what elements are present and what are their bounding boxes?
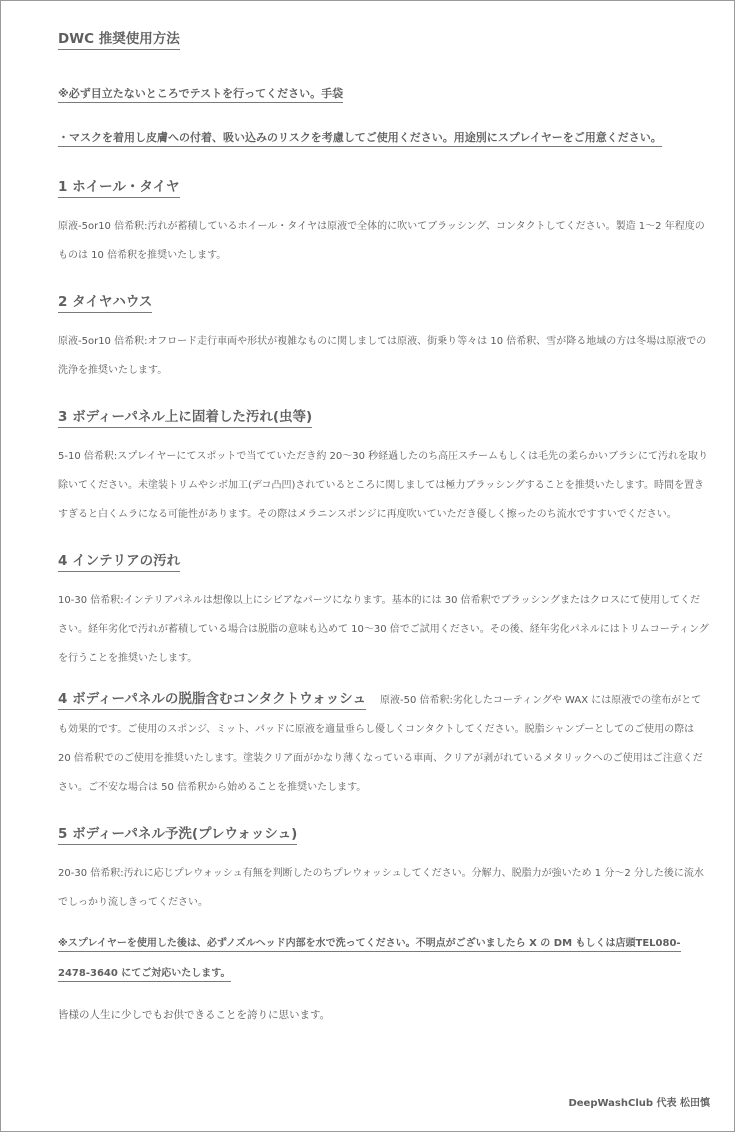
section-heading-wheel-tire: 1 ホイール・タイヤ bbox=[58, 175, 710, 195]
section-body-interior: 10-30 倍希釈:インテリアパネルは想像以上にシビアなパーツになります。基本的には 30 倍希釈でブラッシングまたはクロスにて使用してください。経年劣化で汚れが蓄積している場合は脱脂の意味も込めて 10～30 倍でご試用ください。その後、経年劣化パネルにはトリムコーティングを行うことを推奨いたします。 bbox=[58, 595, 709, 664]
nozzle-warning: ※スプレイヤーを使用した後は、必ずノズルヘッド内部を水で洗ってください。不明点がございましたら X の DM もしくは店頭TEL080-2478-3640 にてご対応いたします。 bbox=[58, 929, 710, 989]
section-heading-body-panel-stains: 3 ボディーパネル上に固着した汚れ(虫等) bbox=[58, 405, 710, 425]
section-body-tire-house: 原液-5or10 倍希釈:オフロード走行車両や形状が複雑なものに関しましては原液、街乗り等々は 10 倍希釈、雪が降る地域の方は冬場は原液での洗浄を推奨いたします。 bbox=[58, 336, 707, 376]
section-heading-prewash: 5 ボディーパネル予洗(プレウォッシュ) bbox=[58, 822, 710, 842]
document-title: DWC 推奨使用方法 bbox=[58, 27, 710, 47]
section-contact-wash bbox=[58, 685, 710, 802]
safety-notice-1: ※必ず目立たないところでテストを行ってください。手袋 bbox=[58, 85, 710, 101]
signature: DeepWashClub 代表 松田慎 bbox=[568, 1098, 710, 1109]
section-body-prewash: 20-30 倍希釈:汚れに応じプレウォッシュ有無を判断したのちプレウォッシュしてください。分解力、脱脂力が強いため 1 分～2 分した後に流水でしっかり流しきってください。 bbox=[58, 868, 704, 908]
section-heading-interior: 4 インテリアの汚れ bbox=[58, 549, 710, 569]
section-heading-contact-wash: 4 ボディーパネルの脱脂含むコンタクトウォッシュ bbox=[58, 691, 366, 710]
safety-notice-2: ・マスクを着用し皮膚への付着、吸い込みのリスクを考慮してご使用ください。用途別にスプレイヤーをご用意ください。 bbox=[58, 129, 710, 145]
closing-message: 皆様の人生に少しでもお供できることを誇りに思います。 bbox=[58, 1009, 331, 1021]
section-body-body-panel-stains: 5-10 倍希釈:スプレイヤーにてスポットで当てていただき約 20～30 秒経過したのち高圧スチームもしくは毛先の柔らかいブラシにて汚れを取り除いてください。未塗装トリムやシボ加工(デコ凸凹)されているところに関しましては極力ブラッシングすることを推奨いたします。時間を置きすぎると白くムラになる可能性があります。その際はメラニンスポンジに再度吹いていただき優しく擦ったのち流水ですすいでください。 bbox=[58, 451, 708, 520]
section-body-wheel-tire: 原液-5or10 倍希釈:汚れが蓄積しているホイール・タイヤは原液で全体的に吹いてブラッシング、コンタクトしてください。製造 1～2 年程度のものは 10 倍希釈を推奨いたします。 bbox=[58, 221, 705, 261]
section-body-contact-wash: 原液-50 倍希釈:劣化したコーティングや WAX には原液での塗布がとても効果的です。ご使用のスポンジ、ミット、パッドに原液を適量垂らし優しくコンタクトしてください。脱脂シャンプーとしてのご使用の際は 20 倍希釈でのご使用を推奨いたします。塗装クリア面がかなり薄くなっている車両、クリアが剥がれているメタリックへのご使用はご注意ください。ご不安な場合は 50 倍希釈から始めることを推奨いたします。 bbox=[58, 695, 703, 793]
section-heading-tire-house: 2 タイヤハウス bbox=[58, 290, 710, 310]
